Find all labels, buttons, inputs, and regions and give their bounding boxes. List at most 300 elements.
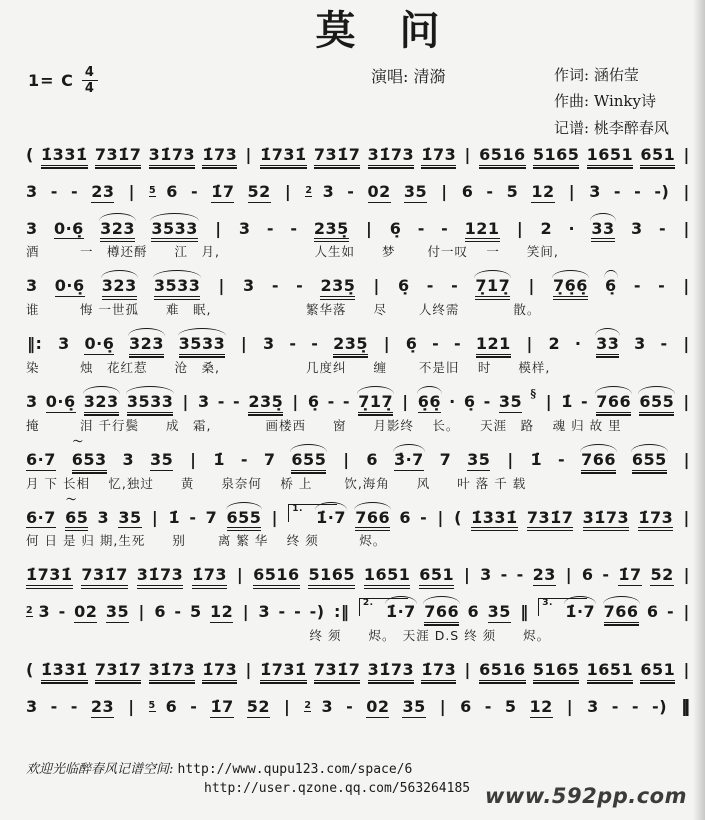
notation-row [26, 443, 691, 471]
note-token: 3 [322, 181, 335, 201]
lyrics-row: 酒 一 樽还酹 江 月, 人生如 梦 付一叹 一 笑间, [26, 244, 559, 260]
note-token: 7̣17̣ [475, 276, 511, 296]
barline: | [366, 218, 373, 238]
note-token: 6̣ [398, 276, 410, 296]
score-line [26, 175, 691, 203]
barline: | [683, 276, 690, 296]
note-token: 0·6̣ [45, 391, 76, 411]
note-token: 1̇·7 [565, 602, 596, 622]
note-token: 52 [247, 181, 271, 201]
note-token: 6̣ [405, 334, 418, 354]
composer-credit: 作曲: Winky诗 [554, 92, 656, 111]
barline: | [566, 696, 574, 716]
note-token: 6̣ [389, 218, 402, 238]
transcriber-credit: 记谱: 桃李醉春风 [554, 118, 669, 137]
note-token: 52 [650, 565, 674, 585]
note-token: 1651 [586, 659, 634, 679]
barline: | [439, 696, 447, 716]
watermark: www.592pp.com [485, 784, 687, 808]
dash-token: - [580, 391, 589, 411]
note-token: 6516 [479, 145, 526, 164]
dash-token: - [278, 602, 286, 622]
note-token: 23 [91, 181, 115, 201]
barline: | [683, 565, 690, 585]
dash-token: - [58, 602, 66, 622]
note-token: 0·6̣ [84, 334, 115, 354]
note-token: 766 [603, 602, 639, 622]
note-token: 3 [243, 276, 255, 296]
note-token: 5165 [532, 145, 580, 164]
score [26, 138, 691, 718]
note-token: 6̣ [605, 276, 617, 296]
note-token: 5165 [308, 565, 355, 585]
lyrics-row: 月 下 长相 忆,独过 黄 泉奈何 桥 上 饮,海角 风 叶 落 千 载 [26, 475, 527, 491]
dash-token: - [271, 276, 279, 296]
note-token: 235̣ [320, 276, 356, 296]
dash-token: - [294, 602, 302, 622]
note-token: 766 [581, 449, 616, 469]
qzone-url: http://user.qzone.qq.com/563264185 [204, 781, 471, 796]
note-token: 6516 [479, 659, 526, 679]
notation-row [26, 212, 691, 240]
note-token: 12 [210, 602, 234, 622]
volta-bracket: 2. [359, 598, 408, 616]
dash-token: - [70, 181, 79, 201]
note-token: 3 [26, 276, 38, 296]
note-token: 6 [646, 602, 659, 622]
note-token: 731̇7 [94, 145, 142, 164]
note-token: 3 [262, 334, 275, 354]
note-token: 23 [532, 565, 556, 585]
dash-token: - [660, 334, 668, 354]
note-token: 6̣6̣ [417, 391, 441, 411]
note-token: 3 [587, 696, 599, 716]
note-token: 1̇331̇ [471, 507, 518, 527]
footer [26, 758, 691, 810]
barline: | [245, 659, 252, 679]
note-token: 35 [498, 391, 523, 411]
dash-token: - [346, 696, 354, 716]
dash-token: - [486, 181, 494, 201]
score-line [26, 138, 691, 166]
note-token: 5165 [532, 659, 580, 679]
note-token: 6 [399, 507, 411, 527]
dash-token: - [432, 334, 440, 354]
note-token: 1̇ [530, 449, 543, 469]
dash-token: - [483, 391, 491, 411]
note-token: 31̇73 [148, 145, 196, 164]
note-token: 6·7 [26, 449, 56, 469]
note-token: 651 [419, 565, 455, 585]
dash-token: - [342, 391, 351, 411]
note-token: 6 [165, 696, 178, 716]
note-token: 35 [402, 696, 426, 716]
note-token: 3533 [178, 334, 226, 354]
note-token: 3 [122, 449, 135, 469]
note-token: 35 [118, 507, 142, 527]
time-signature-denominator: 4 [84, 81, 95, 96]
barline: | [128, 181, 135, 201]
dash-token: - [189, 507, 197, 527]
note-token: 31̇73 [367, 659, 415, 679]
barline: | [683, 218, 690, 238]
note-token: 3 [197, 391, 210, 411]
notation-row [26, 327, 691, 355]
note-token: 1̇73 [421, 659, 457, 679]
barline: | [284, 181, 292, 201]
note-token: 235̣ [313, 218, 349, 238]
note-token: 3 [631, 218, 643, 238]
note-token: 1̇ [561, 391, 573, 411]
note-token: 0·6̣ [53, 218, 84, 238]
note-token: 7̣17̣ [358, 391, 394, 411]
note-token: 3533 [151, 218, 198, 238]
note-token: 323 [100, 218, 136, 238]
barline: | [383, 334, 391, 354]
lyrics-row: 终 须 烬。 天涯 D.S 终 须 烬。 [26, 627, 551, 643]
note-token: 12 [531, 181, 555, 201]
note-token: 31̇73 [148, 659, 196, 679]
note-token: 31̇73 [136, 565, 184, 585]
note-token: 1̇73 [421, 145, 457, 164]
dash-token: - [611, 696, 619, 716]
barline: | [526, 334, 533, 354]
notation-row [26, 385, 691, 413]
barline: | [245, 145, 252, 164]
note-token: 1̇ [213, 449, 226, 469]
key-label: 1= C [28, 71, 74, 90]
notation-row [26, 595, 691, 623]
grace-note: 5 [149, 184, 157, 196]
note-token: 3 [238, 218, 251, 238]
barline: | [683, 145, 690, 164]
barline: | [128, 696, 135, 716]
notation-row [26, 690, 691, 718]
note-token: ( [454, 507, 462, 527]
note-token: 6̣ [463, 391, 476, 411]
segno-icon: § [530, 386, 537, 400]
note-token: 6·7 [26, 507, 56, 527]
time-signature-numerator: 4 [82, 66, 98, 81]
note-token: 1̇331̇ [41, 145, 88, 164]
dash-token: - [290, 218, 298, 238]
dash-token: - [613, 181, 622, 201]
note-token: 1̇731̇ [26, 565, 73, 585]
note-token: 655 [639, 391, 675, 411]
notation-row [26, 175, 691, 203]
note-token: 35 [487, 602, 511, 622]
note-token: 33 [591, 218, 615, 238]
welcome-label: 欢迎光临醉春风记谱空间: [26, 762, 174, 777]
dash-token: - [233, 391, 241, 411]
grace-note: 2 [305, 184, 313, 196]
dash-token: - [634, 181, 642, 201]
note-token: 6516 [253, 565, 300, 585]
barline: | [464, 659, 471, 679]
lyrics-row: 掩 泪 千行鬓 成 霜, 画楼西 窗 月影终 长。 天涯 路 魂 归 故 里 [26, 417, 622, 433]
note-token: 7 [205, 507, 218, 527]
song-title: 莫 问 [315, 7, 442, 54]
dash-token: - [217, 391, 225, 411]
barline: | [138, 602, 145, 622]
lyrics-row: 谁 悔 一世孤 难 眠, 繁华落 尽 人终需 散。 [26, 302, 541, 318]
score-line [26, 501, 691, 550]
note-token: 23 [90, 696, 115, 716]
credits-block [554, 62, 669, 141]
barline: | [683, 507, 690, 527]
note-token: 6 [461, 181, 474, 201]
barline: | [516, 218, 524, 238]
score-line [26, 269, 691, 318]
barline: | [190, 449, 197, 469]
note-token: 121 [475, 334, 511, 354]
note-token: 2 [548, 334, 561, 354]
note-token: 6 [166, 181, 178, 201]
barline: | [683, 602, 690, 622]
barline: | [151, 507, 159, 527]
dash-token: - [484, 696, 492, 716]
barline: | [463, 565, 471, 585]
note-token: 3 [38, 602, 51, 622]
key-time-signature [28, 66, 98, 95]
barline: | [292, 391, 299, 411]
note-token: 52 [246, 696, 270, 716]
note-token: 3 [58, 334, 70, 354]
note-token: 1̇7 [211, 181, 235, 201]
note-token: 655 [291, 449, 327, 469]
note-token: 35 [105, 602, 130, 622]
note-token: 6 [154, 602, 166, 622]
note-token: 3 [26, 696, 38, 716]
note-token: 12 [529, 696, 553, 716]
scan-edge-shadow [693, 0, 705, 820]
note-token: 0·6̣ [54, 276, 85, 296]
note-token: 766 [355, 507, 391, 527]
note-token: 5 [504, 696, 517, 716]
note-token: 1̇73 [202, 145, 238, 164]
dash-token: - [426, 276, 434, 296]
note-token: 1̇7 [618, 565, 642, 585]
note-token: 〜 65 [65, 510, 88, 529]
notation-row [26, 269, 691, 297]
grace-note: 5 [148, 699, 156, 711]
dash-token: - [666, 602, 675, 622]
barline: | [236, 565, 244, 585]
barline: | [441, 181, 448, 201]
score-line [26, 327, 691, 376]
barline: | [240, 334, 248, 354]
note-token: 33 [596, 334, 620, 354]
note-token: 655 [631, 449, 667, 469]
score-line [26, 443, 691, 492]
note-token: 3 [258, 602, 271, 622]
note-token: 3 [97, 507, 110, 527]
score-line [26, 595, 691, 644]
time-signature [82, 66, 98, 95]
barline: | [683, 659, 690, 679]
dash-token: - [240, 449, 249, 469]
volta-bracket: 3. [538, 598, 587, 616]
note-token: 5 [506, 181, 519, 201]
note-token: 1̇·7 [316, 507, 346, 527]
note-token: 3 [589, 181, 601, 201]
dash-token: - [174, 602, 182, 622]
lyrics-row: 染 烛 花红惹 沧 桑, 几度纠 缠 不是旧 时 模样, [26, 359, 551, 375]
note-token: 〜 653 [72, 452, 107, 471]
score-line [26, 690, 691, 718]
note-token: 651 [640, 145, 676, 164]
note-token: 3 [26, 391, 38, 411]
note-token: 02 [74, 602, 98, 622]
note-token: 655 [226, 507, 262, 527]
barline: | [343, 449, 350, 469]
note-token: ( [26, 659, 34, 679]
dash-token: - [558, 449, 566, 469]
dash-token: - [50, 696, 58, 716]
note-token: -) [654, 181, 670, 201]
note-token: 6 [460, 696, 472, 716]
note-token: -) [652, 696, 667, 716]
barline: | [565, 565, 573, 585]
dash-token: - [70, 696, 78, 716]
note-token: 121 [464, 218, 500, 238]
note-token: 731̇7 [313, 659, 361, 679]
barline: | [683, 181, 690, 201]
note-token: 35 [150, 449, 174, 469]
note-token: 3 [321, 696, 334, 716]
dash-token: - [516, 565, 524, 585]
note-token: · [574, 334, 582, 354]
barline: | [215, 218, 222, 238]
barline: :‖ [334, 602, 350, 622]
note-token: 7̣6̣6̣ [552, 276, 588, 296]
space-url: http://www.qupu123.com/space/6 [177, 762, 413, 777]
barline: | [683, 334, 690, 354]
notation-row [26, 558, 691, 586]
dash-token: - [631, 696, 640, 716]
note-token: 6̣ [307, 391, 320, 411]
note-token: 3̇·7 [393, 449, 424, 469]
note-token: 1̇73 [192, 565, 228, 585]
note-token: 323 [83, 391, 119, 411]
barline: | [568, 181, 576, 201]
note-token: 731̇7 [526, 507, 574, 527]
note-token: 766 [596, 391, 632, 411]
note-token: 731̇7 [94, 659, 142, 679]
note-token: 731̇7 [81, 565, 128, 585]
note-token: 7 [439, 449, 452, 469]
barline: ‖: [27, 334, 43, 354]
score-line [26, 385, 691, 434]
note-token: 235̣ [248, 391, 284, 411]
note-token: 6 [467, 602, 480, 622]
note-token: 1651 [363, 565, 411, 585]
dash-token: - [289, 334, 297, 354]
dash-token: - [441, 218, 449, 238]
note-token: 235̣ [333, 334, 368, 354]
note-token: 1̇73 [202, 659, 238, 679]
welcome-line [26, 758, 691, 777]
dash-token: - [500, 565, 508, 585]
dash-token: - [602, 565, 610, 585]
note-token: 3533 [126, 391, 174, 411]
note-token: 6 [366, 449, 379, 469]
lyrics-row: 何 日 是 归 期,生死 别 离 繁 华 终 须 烬。 [26, 533, 387, 549]
dash-token: - [420, 507, 428, 527]
dash-token: - [311, 334, 319, 354]
notation-row [26, 501, 691, 529]
header-meta [26, 56, 691, 138]
note-token: 35 [403, 181, 428, 201]
note-token: 731̇7 [313, 145, 361, 164]
note-token: 1̇ [168, 507, 181, 527]
note-token: 31̇73 [582, 507, 630, 527]
dash-token: - [417, 218, 425, 238]
note-token: 1̇331̇ [41, 659, 88, 679]
note-token: 6 [581, 565, 594, 585]
note-token: 5 [189, 602, 202, 622]
note-token: 31̇73 [367, 145, 415, 164]
dash-token: - [347, 181, 355, 201]
note-token: 02 [367, 181, 391, 201]
barline: | [683, 391, 690, 411]
score-line [26, 653, 691, 681]
dash-token: - [327, 391, 335, 411]
dash-token: - [296, 276, 304, 296]
score-line [26, 558, 691, 586]
barline: | [218, 276, 225, 296]
barline: ‖ [520, 602, 529, 622]
note-token: 1̇731̇ [260, 145, 307, 164]
dash-token: - [266, 218, 275, 238]
note-token: ( [26, 145, 34, 164]
note-token: 3 [634, 334, 646, 354]
barline: | [373, 276, 380, 296]
notation-row [26, 138, 691, 166]
note-token: 2 [540, 218, 553, 238]
barline: | [528, 276, 535, 296]
barline: | [545, 391, 553, 411]
grace-note: 2 [26, 605, 34, 617]
note-token: 02 [366, 696, 390, 716]
dash-token: - [190, 696, 198, 716]
barline: | [683, 449, 690, 469]
dash-token: - [658, 276, 666, 296]
note-token: 3 [26, 181, 38, 201]
dash-token: - [633, 276, 641, 296]
score-line [26, 212, 691, 261]
singer-credit: 演唱: 清漪 [371, 67, 446, 86]
note-token: · [568, 218, 576, 238]
note-token: 1651 [586, 145, 634, 164]
barline: | [242, 602, 250, 622]
note-token: 766 [424, 602, 460, 622]
note-token: 1̇·7 [385, 602, 416, 622]
note-token: 651 [640, 659, 676, 679]
note-token: 1̇731̇ [260, 659, 307, 679]
barline: | [437, 507, 444, 527]
note-token: 7 [263, 449, 276, 469]
barline: | [464, 145, 471, 164]
note-token: -) [309, 602, 325, 622]
note-token: 1̇7 [210, 696, 234, 716]
lyricist-credit: 作词: 涵佑莹 [554, 66, 639, 84]
note-token: · [449, 391, 456, 411]
dash-token: - [190, 181, 199, 201]
barline: | [283, 696, 291, 716]
dash-token: - [658, 218, 667, 238]
barline: | [182, 391, 189, 411]
